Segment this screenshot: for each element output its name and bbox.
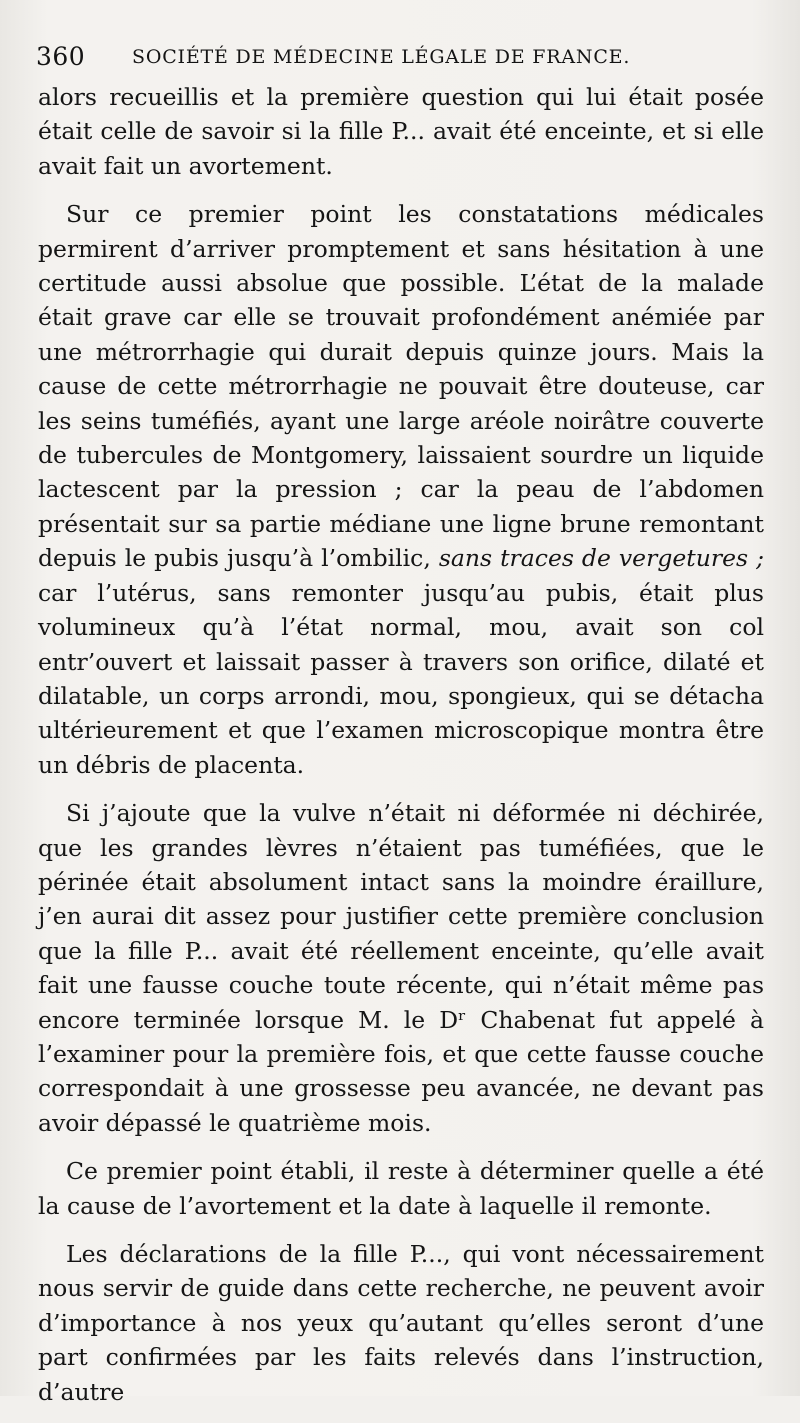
page-number: 360: [36, 42, 86, 71]
paragraph-2-continuation: car l’utérus, sans remonter jusqu’au pubis, était plus volumineux qu’à l’état normal, mou, avait son col entr’ouvert et laissait passer à travers son orifice, dilaté et dilatable, un corps arrondi, mou, spongieux, qui se détacha ultérieurement et que l’examen microscopique montra être un débris de placenta.: [38, 578, 764, 779]
paragraph-4: Ce premier point établi, il reste à déterminer quelle a été la cause de l’avortement et la date à laquelle il remonte.: [38, 1157, 764, 1220]
page-header: [36, 40, 766, 76]
paragraph-2-italic: sans traces de vergetures ;: [438, 544, 764, 573]
paragraph-2-text: Sur ce premier point les constatations médicales permirent d’arriver promptement et sans hésitation à une certitude aussi absolue que possible. L’état de la malade était grave car elle se trouvait profondément anémiée par une métrorrhagie qui durait depuis quinze jours. Mais la cause de cette métrorrhagie ne pouvait être douteuse, car les seins tuméfiés, ayant une large aréole noirâtre couverte de tubercules de Montgomery, laissaient sourdre un liquide lactescent par la pression ; car la peau de l’abdomen présentait sur sa partie médiane une ligne brune remontant depuis le pubis jusqu’à l’ombilic,: [38, 200, 764, 573]
paragraph-3: Si j’ajoute que la vulve n’était ni déformée ni déchirée, que les grandes lèvres n’étaient pas tuméfiées, que le périnée était absolument intact sans la moindre éraillure, j’en aurai dit assez pour justifier cette première conclusion que la fille P... avait été réellement enceinte, qu’elle avait fait une fausse couche toute récente, qui n’était même pas encore terminée lorsque M. le Dʳ Chabenat fut appelé à l’examiner pour la première fois, et que cette fausse couche correspondait à une grossesse peu avancée, ne devant pas avoir dépassé le quatrième mois.: [38, 799, 764, 1137]
paragraph-1: alors recueillis et la première question qui lui était posée était celle de savoir si la fille P... avait été enceinte, et si elle avait fait un avortement.: [38, 83, 764, 180]
paragraph-2: [38, 197, 764, 782]
running-head: SOCIÉTÉ DE MÉDECINE LÉGALE DE FRANCE.: [132, 46, 631, 68]
paragraph-5: Les déclarations de la fille P..., qui vont nécessairement nous servir de guide dans cette recherche, ne peuvent avoir d’importance à nos yeux qu’autant qu’elles seront d’une part confirmées par les faits relevés dans l’instruction, d’autre: [38, 1240, 764, 1406]
page-body: [38, 80, 764, 1423]
